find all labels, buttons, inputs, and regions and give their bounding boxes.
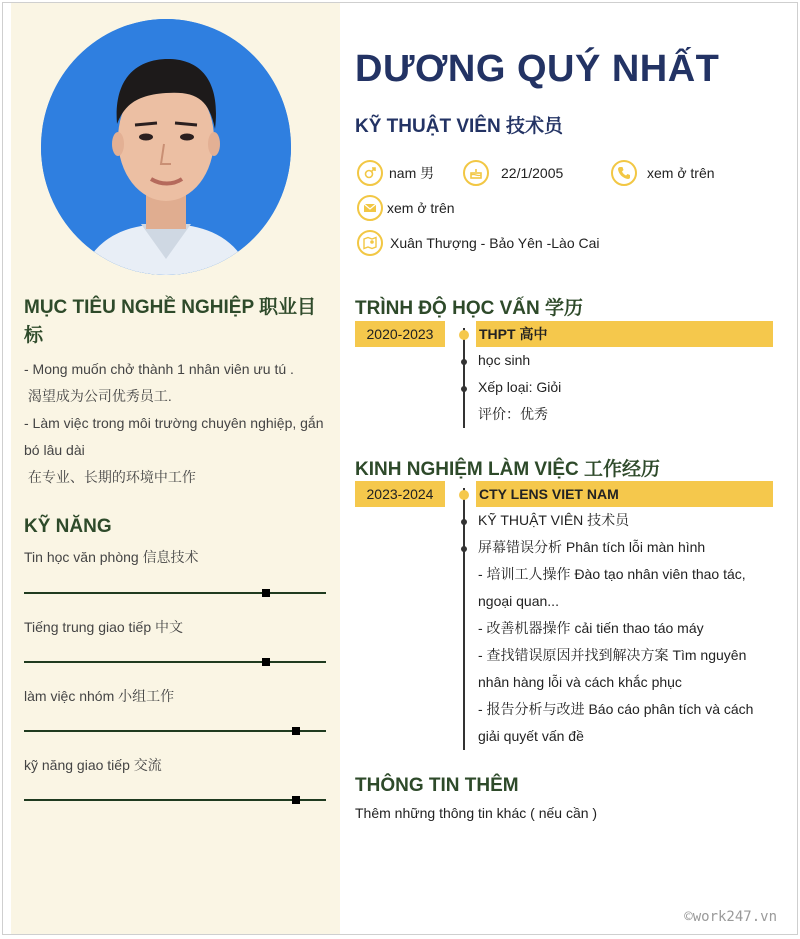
phone-icon	[611, 160, 637, 186]
email-text: xem ở trên	[387, 200, 455, 216]
bullet-dot	[461, 359, 467, 365]
address-text: Xuân Thượng - Bảo Yên -Lào Cai	[390, 235, 600, 251]
skill-item	[24, 755, 326, 775]
experience-company: CTY LENS VIET NAM	[476, 481, 773, 507]
candidate-title: KỸ THUẬT VIÊN 技术员	[355, 116, 563, 137]
skill-item	[24, 547, 326, 567]
map-icon	[357, 230, 383, 256]
experience-detail: - 查找错误原因并找到解决方案 Tìm nguyên nhân hàng lỗi và cách khắc phục	[478, 647, 747, 690]
experience-role: KỸ THUẬT VIÊN 技术员	[478, 512, 630, 528]
skill-level-marker	[292, 727, 300, 735]
portrait-illustration	[41, 19, 291, 275]
experience-timeline	[463, 488, 465, 750]
skill-bar	[24, 730, 326, 732]
timeline-marker	[459, 330, 469, 340]
skill-level-marker	[292, 796, 300, 804]
cv-page	[2, 2, 798, 935]
education-heading: TRÌNH ĐỘ HỌC VẤN 学历	[355, 298, 584, 319]
gender-info	[357, 160, 434, 186]
education-date: 2020-2023	[355, 321, 445, 347]
profile-photo	[41, 19, 291, 275]
skill-bar	[24, 799, 326, 801]
birthday-text: 22/1/2005	[501, 165, 564, 181]
skill-bar	[24, 592, 326, 594]
bullet-dot	[461, 386, 467, 392]
phone-info	[611, 160, 715, 186]
skill-bar	[24, 661, 326, 663]
bullet-dot	[461, 519, 467, 525]
skill-level-marker	[262, 589, 270, 597]
education-detail: học sinh	[478, 352, 531, 368]
gender-icon	[357, 160, 383, 186]
skill-label: kỹ năng giao tiếp 交流	[24, 757, 162, 773]
skill-level-marker	[262, 658, 270, 666]
experience-detail: - 报告分析与改进 Báo cáo phân tích và cách giải quyết vấn đề	[478, 701, 754, 744]
objective-text	[24, 356, 334, 491]
skill-item	[24, 617, 326, 637]
objective-line: 渴望成为公司优秀员工.	[24, 388, 172, 404]
education-timeline	[463, 328, 465, 428]
experience-detail: - 改善机器操作 cải tiến thao táo máy	[478, 620, 704, 636]
cake-icon	[463, 160, 489, 186]
birthday-info	[463, 160, 563, 186]
experience-task: 屏幕错误分析 Phân tích lỗi màn hình	[478, 539, 706, 555]
bullet-dot	[461, 546, 467, 552]
email-info	[357, 195, 455, 221]
gender-text: nam 男	[389, 165, 435, 181]
skill-label: làm việc nhóm 小组工作	[24, 688, 175, 704]
additional-text: Thêm những thông tin khác ( nếu cần )	[355, 805, 598, 821]
experience-heading: KINH NGHIỆM LÀM VIỆC 工作经历	[355, 459, 661, 480]
education-detail: 评价：优秀	[478, 406, 548, 422]
additional-heading: THÔNG TIN THÊM	[355, 775, 519, 796]
mail-icon	[357, 195, 383, 221]
timeline-marker	[459, 490, 469, 500]
phone-text: xem ở trên	[647, 165, 715, 181]
objective-line: - Làm việc trong môi trường chuyên nghiệp, gắn bó lâu dài	[24, 415, 324, 458]
skills-heading: KỸ NĂNG	[24, 516, 112, 537]
objective-line: 在专业、长期的环境中工作	[24, 469, 196, 485]
objective-line: - Mong muốn chở thành 1 nhân viên ưu tú .	[24, 361, 294, 377]
experience-date: 2023-2024	[355, 481, 445, 507]
education-school: THPT 高中	[476, 321, 773, 347]
skill-label: Tiếng trung giao tiếp 中文	[24, 619, 184, 635]
education-detail: Xếp loại: Giỏi	[478, 379, 562, 395]
candidate-name: DƯƠNG QUÝ NHẤT	[355, 48, 720, 90]
address-info	[357, 230, 600, 256]
experience-detail: - 培训工人操作 Đào tạo nhân viên thao tác, ngoại quan...	[478, 566, 746, 609]
sidebar	[11, 3, 340, 934]
objective-heading: MỤC TIÊU NGHỀ NGHIỆP 职业目标	[24, 297, 317, 346]
skill-item	[24, 686, 326, 706]
skill-label: Tin học văn phòng 信息技术	[24, 549, 199, 565]
watermark: ©work247.vn	[684, 909, 777, 925]
